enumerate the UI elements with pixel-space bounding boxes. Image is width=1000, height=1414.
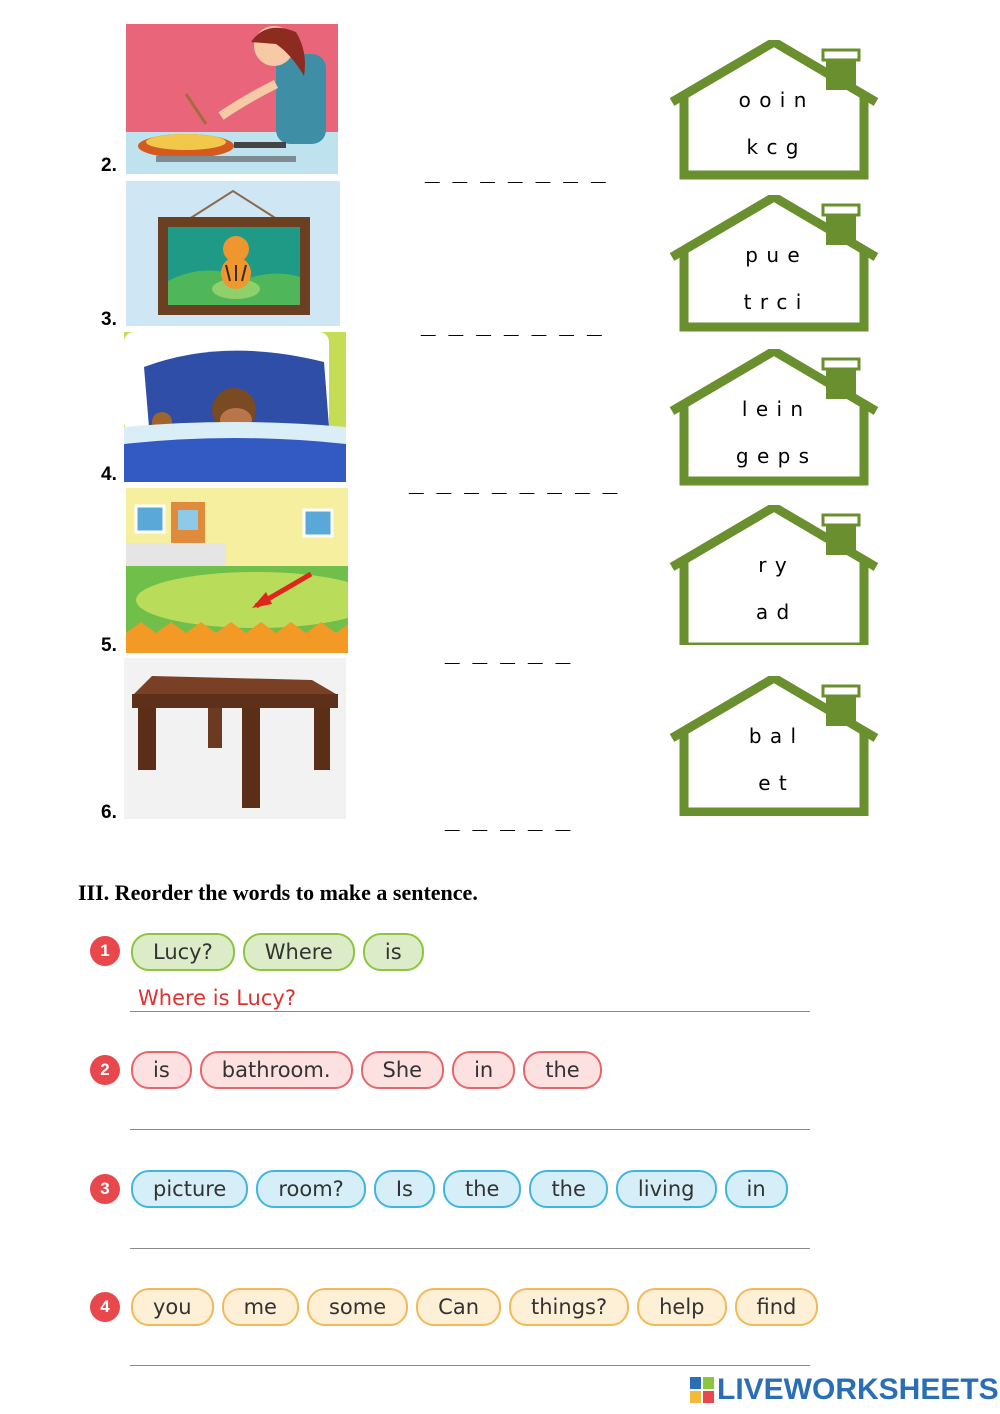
- item-number-badge: 1: [90, 936, 120, 966]
- letter-house: [668, 349, 880, 489]
- answer-blank[interactable]: _ _ _ _ _ _ _: [421, 309, 605, 339]
- word-chip[interactable]: Is: [374, 1170, 435, 1208]
- woman-cooking-picture: [126, 24, 338, 174]
- word-chip[interactable]: help: [637, 1288, 726, 1326]
- word-chip-row: [131, 1170, 788, 1208]
- word-chip[interactable]: Lucy?: [131, 933, 235, 971]
- scrambled-letters-bottom: k c g: [746, 135, 800, 159]
- logo-icon: [690, 1377, 714, 1403]
- word-chip[interactable]: She: [361, 1051, 445, 1089]
- answer-line[interactable]: [130, 1129, 810, 1130]
- scrambled-letters-bottom: g e p s: [735, 444, 811, 468]
- word-chip-row: [131, 1051, 602, 1089]
- word-chip[interactable]: in: [725, 1170, 788, 1208]
- letter-house: [668, 40, 880, 180]
- scrambled-letters-top: o o i n: [738, 88, 808, 112]
- section-heading: III. Reorder the words to make a sentence.: [78, 880, 478, 905]
- sample-answer: Where is Lucy?: [138, 986, 296, 1010]
- word-chip-row: [131, 933, 424, 971]
- letter-house: [668, 195, 880, 335]
- word-chip[interactable]: picture: [131, 1170, 248, 1208]
- item-number-badge: 4: [90, 1292, 120, 1322]
- answer-blank[interactable]: _ _ _ _ _ _ _ _: [409, 467, 621, 497]
- scrambled-letters-top: b a l: [748, 724, 798, 748]
- word-chip-row: [131, 1288, 818, 1326]
- answer-blank[interactable]: _ _ _ _ _: [445, 804, 574, 834]
- answer-blank[interactable]: _ _ _ _ _: [445, 637, 574, 667]
- word-chip[interactable]: the: [443, 1170, 521, 1208]
- wooden-table-picture: [124, 658, 346, 819]
- word-chip[interactable]: is: [363, 933, 424, 971]
- item-number-badge: 3: [90, 1174, 120, 1204]
- scrambled-letters-bottom: t r c i: [743, 290, 803, 314]
- scrambled-letters-bottom: a d: [755, 600, 791, 624]
- word-chip[interactable]: in: [452, 1051, 515, 1089]
- word-chip[interactable]: room?: [256, 1170, 365, 1208]
- item-number: 3.: [101, 309, 117, 330]
- tiger-painting-picture: [126, 181, 340, 326]
- item-number: 5.: [101, 635, 117, 656]
- word-chip[interactable]: me: [222, 1288, 299, 1326]
- scrambled-letters-top: r y: [758, 553, 788, 577]
- item-number: 4.: [101, 464, 117, 485]
- scrambled-letters-top: p u e: [745, 243, 801, 267]
- word-chip[interactable]: Can: [416, 1288, 501, 1326]
- word-chip[interactable]: find: [735, 1288, 819, 1326]
- boy-sleeping-picture: [124, 332, 346, 482]
- house-yard-picture: [126, 488, 348, 653]
- scrambled-letters-bottom: e t: [758, 771, 788, 795]
- item-number: 6.: [101, 802, 117, 823]
- letter-house: [668, 676, 880, 816]
- word-chip[interactable]: living: [616, 1170, 717, 1208]
- item-number-badge: 2: [90, 1055, 120, 1085]
- brand-text: LIVEWORKSHEETS: [717, 1373, 999, 1406]
- answer-line[interactable]: [130, 1365, 810, 1366]
- word-chip[interactable]: the: [523, 1051, 601, 1089]
- item-number: 2.: [101, 155, 117, 176]
- liveworksheets-logo: [690, 1372, 999, 1408]
- answer-line[interactable]: [130, 1248, 810, 1249]
- word-chip[interactable]: some: [307, 1288, 408, 1326]
- scrambled-letters-top: l e i n: [741, 397, 805, 421]
- letter-house: [668, 505, 880, 645]
- word-chip[interactable]: bathroom.: [200, 1051, 353, 1089]
- word-chip[interactable]: Where: [243, 933, 355, 971]
- word-chip[interactable]: is: [131, 1051, 192, 1089]
- word-chip[interactable]: the: [529, 1170, 607, 1208]
- word-chip[interactable]: things?: [509, 1288, 629, 1326]
- word-chip[interactable]: you: [131, 1288, 214, 1326]
- answer-blank[interactable]: _ _ _ _ _ _ _: [425, 156, 609, 186]
- answer-line[interactable]: [130, 1011, 810, 1012]
